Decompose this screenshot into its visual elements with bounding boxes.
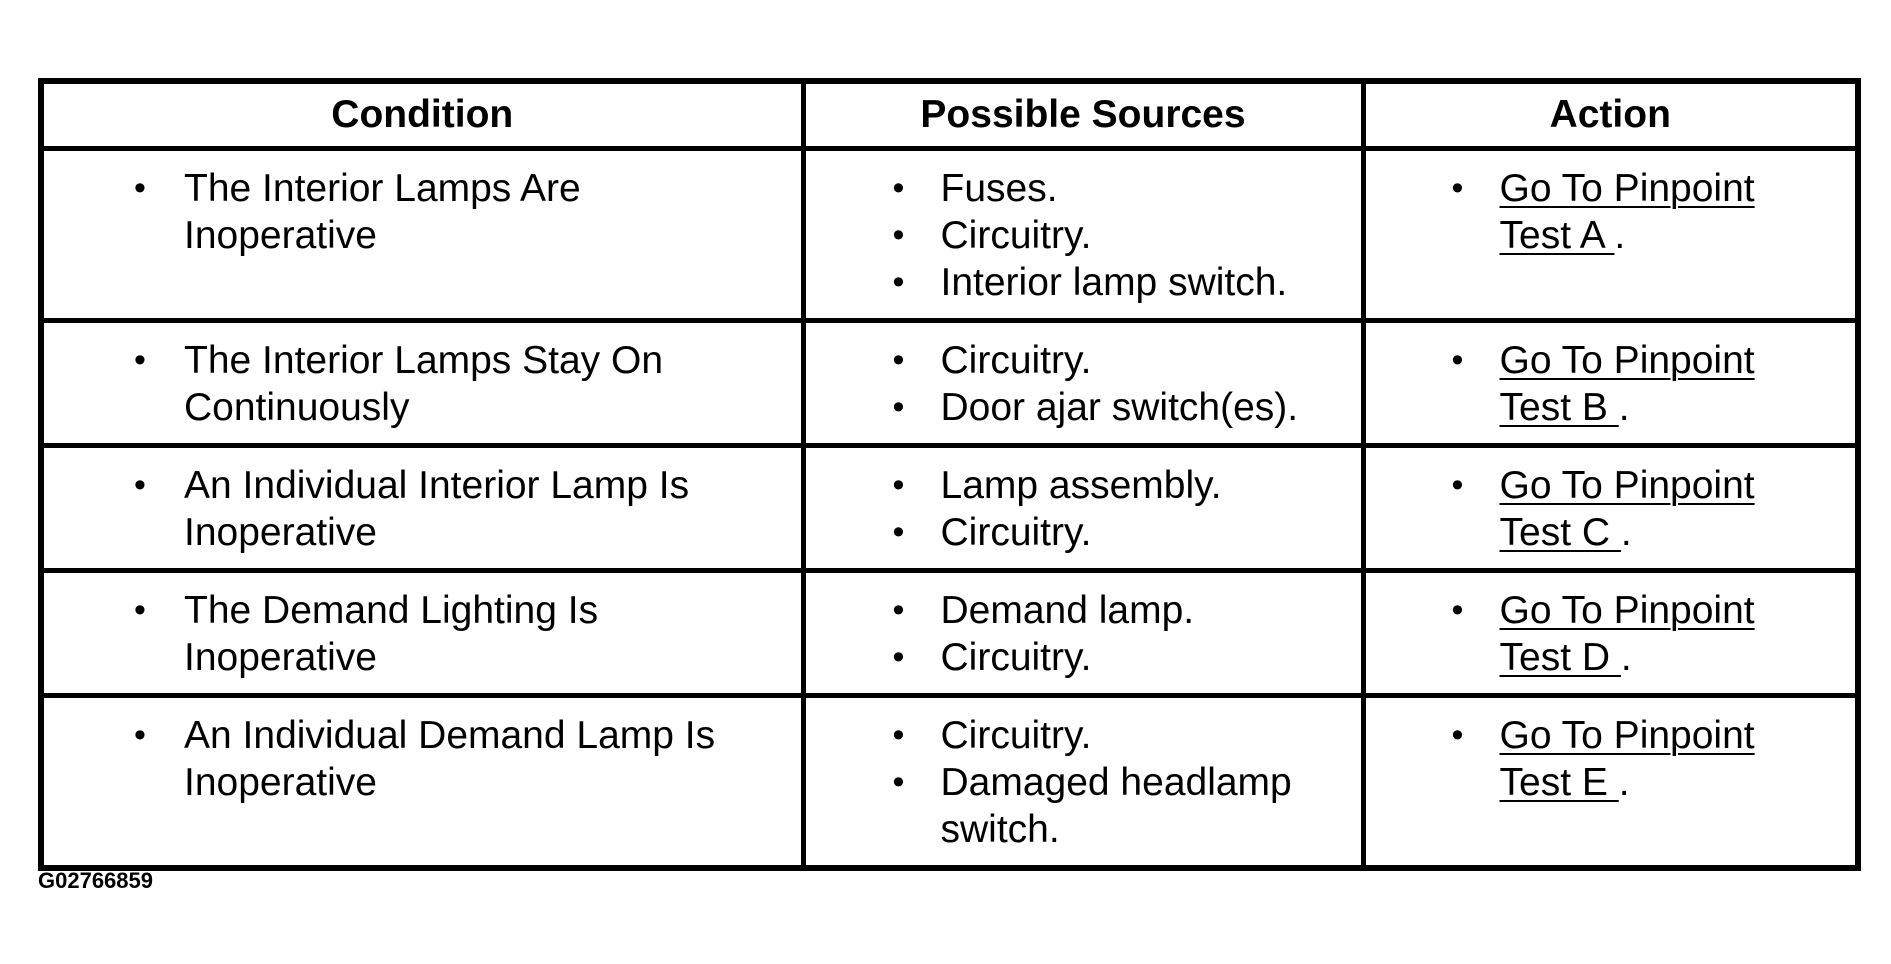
source-item: • Fuses.: [806, 165, 1351, 212]
action-item: • Go To Pinpoint Test D .: [1366, 587, 1846, 681]
action-cell: [1363, 321, 1858, 446]
condition-cell: [41, 321, 803, 446]
condition-text: • The Interior Lamps Are Inoperative: [44, 165, 791, 259]
condition-cell: [41, 149, 803, 321]
pinpoint-test-e-link[interactable]: Go To Pinpoint Test E: [1499, 714, 1755, 804]
pinpoint-test-d-link[interactable]: Go To Pinpoint Test D: [1499, 589, 1755, 679]
table-row: [41, 321, 1858, 446]
action-item: • Go To Pinpoint Test B .: [1366, 337, 1846, 431]
pinpoint-test-c-link[interactable]: Go To Pinpoint Test C: [1499, 464, 1755, 554]
action-item: • Go To Pinpoint Test E .: [1366, 712, 1846, 806]
source-item: • Door ajar switch(es).: [806, 384, 1351, 431]
action-cell: [1363, 149, 1858, 321]
figure-id: G02766859: [38, 868, 153, 893]
header-action: Action: [1363, 81, 1858, 149]
sources-cell: [803, 696, 1363, 869]
condition-text: • An Individual Interior Lamp Is Inoperative: [44, 462, 791, 556]
sources-cell: [803, 149, 1363, 321]
source-item: • Circuitry.: [806, 509, 1351, 556]
condition-text: • The Demand Lighting Is Inoperative: [44, 587, 791, 681]
table-row: [41, 446, 1858, 571]
condition-text: • An Individual Demand Lamp Is Inoperative: [44, 712, 791, 806]
header-possible-sources: Possible Sources: [803, 81, 1363, 149]
source-item: • Circuitry.: [806, 337, 1351, 384]
table-row: [41, 696, 1858, 869]
table-row: [41, 149, 1858, 321]
action-cell: [1363, 696, 1858, 869]
source-item: • Demand lamp.: [806, 587, 1351, 634]
table-row: [41, 571, 1858, 696]
source-item: • Interior lamp switch.: [806, 259, 1351, 306]
source-item: • Circuitry.: [806, 634, 1351, 681]
source-item: • Circuitry.: [806, 212, 1351, 259]
source-item: • Lamp assembly.: [806, 462, 1351, 509]
condition-cell: [41, 696, 803, 869]
condition-cell: [41, 446, 803, 571]
source-item: • Circuitry.: [806, 712, 1351, 759]
action-cell: [1363, 446, 1858, 571]
source-item: • Damaged headlamp switch.: [806, 759, 1351, 853]
action-cell: [1363, 571, 1858, 696]
header-condition: Condition: [41, 81, 803, 149]
sources-cell: [803, 446, 1363, 571]
condition-text: • The Interior Lamps Stay On Continuously: [44, 337, 791, 431]
sources-cell: [803, 571, 1363, 696]
pinpoint-test-b-link[interactable]: Go To Pinpoint Test B: [1499, 339, 1755, 429]
symptom-chart-table: [38, 78, 1861, 871]
pinpoint-test-a-link[interactable]: Go To Pinpoint Test A: [1499, 167, 1755, 257]
header-row: [41, 81, 1858, 149]
action-item: • Go To Pinpoint Test A .: [1366, 165, 1846, 259]
condition-cell: [41, 571, 803, 696]
sources-cell: [803, 321, 1363, 446]
action-item: • Go To Pinpoint Test C .: [1366, 462, 1846, 556]
